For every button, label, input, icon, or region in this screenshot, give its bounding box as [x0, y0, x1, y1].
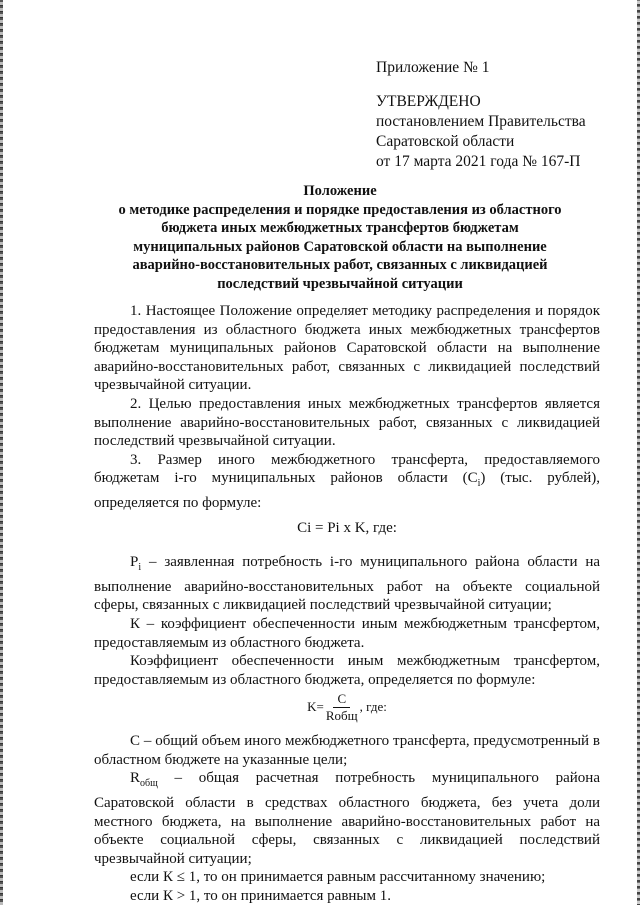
- annex-label: Приложение № 1: [376, 59, 490, 76]
- paragraph-10: если К > 1, то он принимается равным 1.: [130, 888, 391, 905]
- paragraph-6: Коэффициент обеспеченности иным межбюджетным трансфертом, предоставляемым из областного бюджета, определяется по формуле:: [94, 653, 600, 688]
- symbol-p-subscript: i: [138, 562, 142, 574]
- formula-coefficient: [94, 691, 600, 724]
- paragraph-2: 2. Целью предоставления иных межбюджетных трансфертов является выполнение аварийно-восстановительных работ, связанных с ликвидацией последствий чрезвычайной ситуации.: [94, 395, 600, 450]
- paragraph-8-text: – общая расчетная потребность муниципального района Саратовской области в средствах областного бюджета, без учета доли местного бюджета, на выполнение аварийно-восстановительных работ на объекте социальной сферы, связанных с ликвидацией последствий чрезвычайной ситуации;: [94, 770, 600, 867]
- approval-line-3: от 17 марта 2021 года № 167-П: [376, 153, 581, 170]
- title-line-5: аварийно-восстановительных работ, связанных с ликвидацией: [132, 257, 548, 273]
- title-line-6: последствий чрезвычайной ситуации: [217, 275, 463, 292]
- paragraph-4-text: – заявленная потребность i-го муниципального района области на выполнение аварийно-восстановительных работ на объекте социальной сферы, связанных с ликвидацией последствий чрезвычайной ситуации;: [94, 554, 600, 614]
- paragraph-3-text-b: ) (тыс. рублей), определяется по формуле:: [94, 470, 601, 511]
- symbol-r-subscript: общ: [140, 778, 158, 790]
- paragraph-5: К – коэффициент обеспеченности иным межбюджетным трансфертом, предоставляемым из областного бюджета.: [94, 615, 600, 651]
- paragraph-7: С – общий объем иного межбюджетного трансферта, предусмотренный в областном бюджете на указанные цели;: [94, 733, 600, 768]
- symbol-p: P: [130, 554, 139, 571]
- paragraph-4: [94, 553, 600, 615]
- title-line-2: о методике распределения и порядке предоставления из областного: [118, 201, 562, 218]
- approval-line-2: Саратовской области: [376, 133, 515, 150]
- paragraph-9: если К ≤ 1, то он принимается равным рассчитанному значению;: [130, 869, 546, 886]
- scan-edge-left: [0, 0, 3, 905]
- document-title: [95, 182, 585, 293]
- paragraph-8: [94, 769, 600, 868]
- paragraph-3: [94, 451, 600, 513]
- fraction-numerator: С: [333, 691, 350, 708]
- approved-stamp: УТВЕРЖДЕНО: [376, 93, 481, 110]
- approval-line-1: постановлением Правительства: [376, 113, 586, 130]
- paragraph-3-text-a: 3. Размер иного межбюджетного трансферта, предоставляемого бюджетам i-го муниципальных районов области (C: [94, 451, 600, 487]
- document-body: [94, 302, 600, 906]
- formula-transfer-size: Ci = Pi x K, где:: [297, 519, 397, 536]
- formula-tail: , где:: [359, 699, 387, 715]
- title-line-3: бюджета иных межбюджетных трансфертов бюджетам: [161, 220, 519, 236]
- symbol-r: R: [130, 770, 141, 787]
- title-line-1: Положение: [303, 183, 377, 199]
- title-line-4: муниципальных районов Саратовской области на выполнение: [133, 238, 547, 255]
- paragraph-3-subscript: i: [477, 478, 481, 490]
- approval-block: [376, 58, 626, 172]
- fraction-denominator: Rобщ: [325, 708, 358, 724]
- formula-fraction: [326, 691, 358, 724]
- paragraph-1: 1. Настоящее Положение определяет методику распределения и порядок предоставления из областного бюджета иных межбюджетных трансфертов бюджетам муниципальных районов Саратовской области на выполнение аварийно-восстановительных работ, связанных с ликвидацией последствий чрезвычайной ситуации.: [94, 303, 600, 394]
- formula-lhs: K=: [307, 699, 324, 715]
